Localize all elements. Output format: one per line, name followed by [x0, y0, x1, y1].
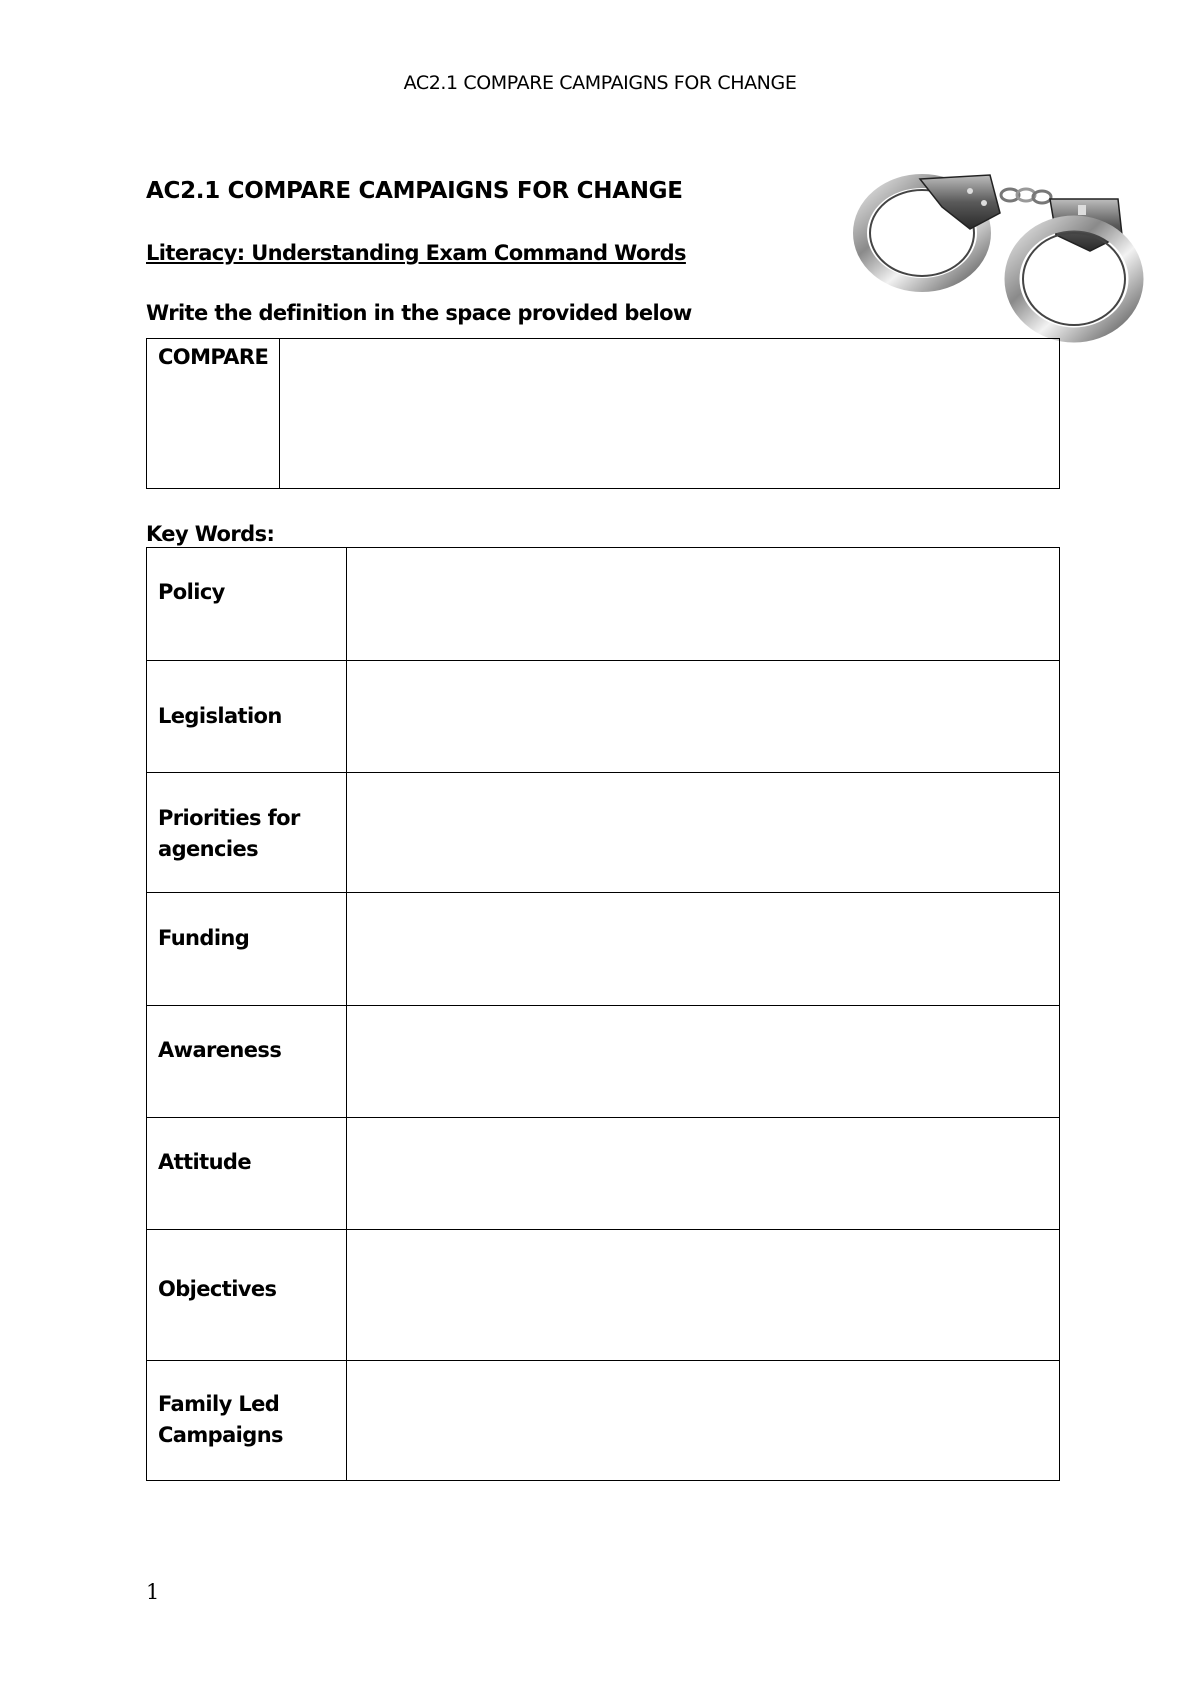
term-objectives: Objectives [147, 1230, 347, 1361]
document-title: AC2.1 COMPARE CAMPAIGNS FOR CHANGE [146, 178, 683, 204]
handcuffs-icon [850, 165, 1145, 345]
term-policy: Policy [147, 548, 347, 661]
key-words-table [146, 547, 1060, 1481]
instruction-text: Write the definition in the space provided below [146, 301, 692, 325]
table-row [147, 893, 1060, 1006]
table-row [147, 1230, 1060, 1361]
table-row [147, 1361, 1060, 1481]
definition-awareness[interactable] [347, 1006, 1060, 1118]
page-header: AC2.1 COMPARE CAMPAIGNS FOR CHANGE [403, 72, 797, 94]
page-number: 1 [146, 1580, 160, 1604]
definition-legislation[interactable] [347, 661, 1060, 773]
term-priorities-for-agencies: Priorities for agencies [147, 773, 347, 893]
table-row [147, 773, 1060, 893]
term-awareness: Awareness [147, 1006, 347, 1118]
table-row [147, 1006, 1060, 1118]
term-family-led-campaigns: Family Led Campaigns [147, 1361, 347, 1481]
definition-policy[interactable] [347, 548, 1060, 661]
compare-definition-table [146, 338, 1060, 489]
section-subtitle: Literacy: Understanding Exam Command Words [146, 241, 686, 265]
definition-funding[interactable] [347, 893, 1060, 1006]
definition-objectives[interactable] [347, 1230, 1060, 1361]
term-legislation: Legislation [147, 661, 347, 773]
compare-row [147, 339, 1060, 489]
compare-label: COMPARE [147, 339, 280, 489]
definition-priorities-for-agencies[interactable] [347, 773, 1060, 893]
table-row [147, 1118, 1060, 1230]
key-words-heading: Key Words: [146, 522, 275, 546]
term-funding: Funding [147, 893, 347, 1006]
definition-family-led-campaigns[interactable] [347, 1361, 1060, 1481]
definition-attitude[interactable] [347, 1118, 1060, 1230]
compare-answer-box[interactable] [280, 339, 1060, 489]
table-row [147, 661, 1060, 773]
term-attitude: Attitude [147, 1118, 347, 1230]
table-row [147, 548, 1060, 661]
